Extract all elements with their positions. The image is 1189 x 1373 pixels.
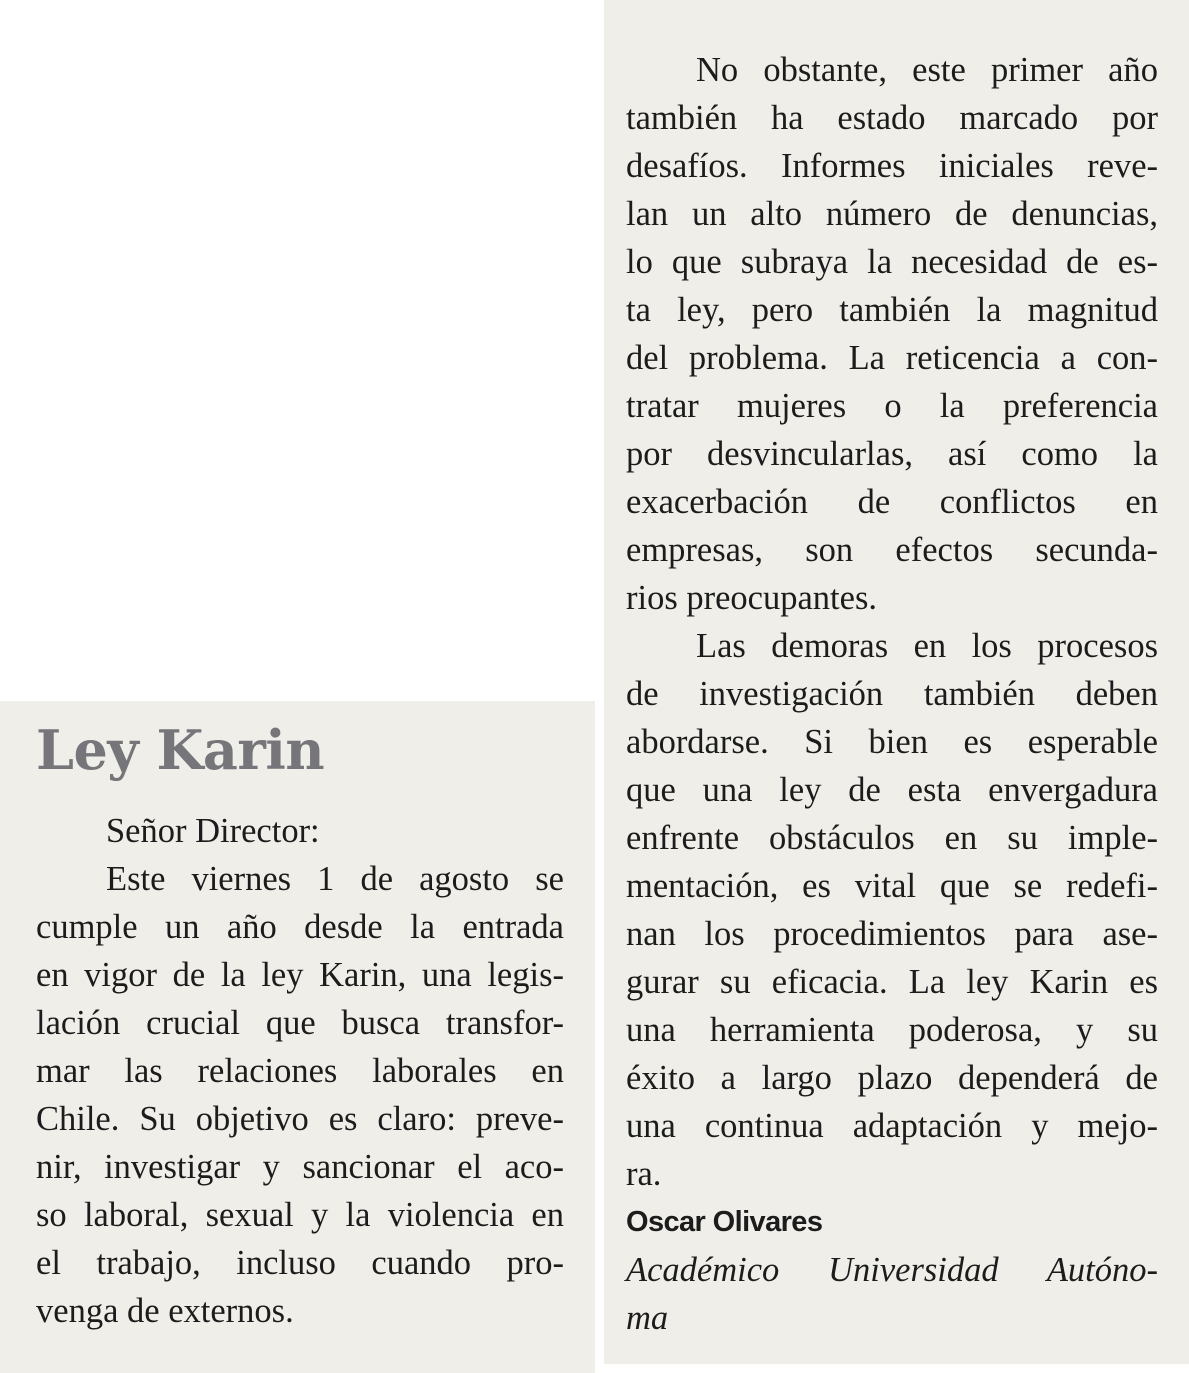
- text-line: nir, investigar y sancionar el aco-: [36, 1148, 564, 1186]
- text-line: so laboral, sexual y la violencia en: [36, 1196, 564, 1234]
- text-line: en vigor de la ley Karin, una legis-: [36, 956, 564, 994]
- author-title: Académico Universidad Autóno-: [626, 1251, 1158, 1289]
- text-line: enfrente obstáculos en su imple-: [626, 819, 1158, 857]
- text-line: también ha estado marcado por: [626, 99, 1158, 137]
- text-line: No obstante, este primer año: [696, 51, 1158, 89]
- text-line: tratar mujeres o la preferencia: [626, 387, 1158, 425]
- text-line: mar las relaciones laborales en: [36, 1052, 564, 1090]
- text-line: lo que subraya la necesidad de es-: [626, 243, 1158, 281]
- author-title: ma: [626, 1299, 669, 1337]
- text-line: nan los procedimientos para ase-: [626, 915, 1158, 953]
- salutation: Señor Director:: [106, 812, 320, 850]
- text-line: Chile. Su objetivo es claro: preve-: [36, 1100, 564, 1138]
- text-line: gurar su eficacia. La ley Karin es: [626, 963, 1158, 1001]
- text-line: exacerbación de conflictos en: [626, 483, 1158, 521]
- text-line: empresas, son efectos secunda-: [626, 531, 1158, 569]
- text-line: que una ley de esta envergadura: [626, 771, 1158, 809]
- text-line: cumple un año desde la entrada: [36, 908, 564, 946]
- text-line: el trabajo, incluso cuando pro-: [36, 1244, 564, 1282]
- text-line: Este viernes 1 de agosto se: [106, 860, 564, 898]
- text-line: lación crucial que busca transfor-: [36, 1004, 564, 1042]
- author-name: Oscar Olivares: [626, 1206, 823, 1238]
- text-line: venga de externos.: [36, 1292, 294, 1330]
- text-line: desafíos. Informes iniciales reve-: [626, 147, 1158, 185]
- text-line: éxito a largo plazo dependerá de: [626, 1059, 1158, 1097]
- text-line: por desvincularlas, así como la: [626, 435, 1158, 473]
- left-text-column: [36, 807, 564, 1335]
- text-line: del problema. La reticencia a con-: [626, 339, 1158, 377]
- text-line: abordarse. Si bien es esperable: [626, 723, 1158, 761]
- article-headline: Ley Karin: [36, 718, 325, 782]
- text-line: ra.: [626, 1155, 662, 1193]
- text-line: lan un alto número de denuncias,: [626, 195, 1158, 233]
- text-line: una continua adaptación y mejo-: [626, 1107, 1158, 1145]
- text-line: ta ley, pero también la magnitud: [626, 291, 1158, 329]
- text-line: rios preocupantes.: [626, 579, 878, 617]
- text-line: una herramienta poderosa, y su: [626, 1011, 1158, 1049]
- right-text-column: [626, 46, 1158, 1342]
- text-line: Las demoras en los procesos: [696, 627, 1158, 665]
- text-line: mentación, es vital que se redefi-: [626, 867, 1158, 905]
- text-line: de investigación también deben: [626, 675, 1158, 713]
